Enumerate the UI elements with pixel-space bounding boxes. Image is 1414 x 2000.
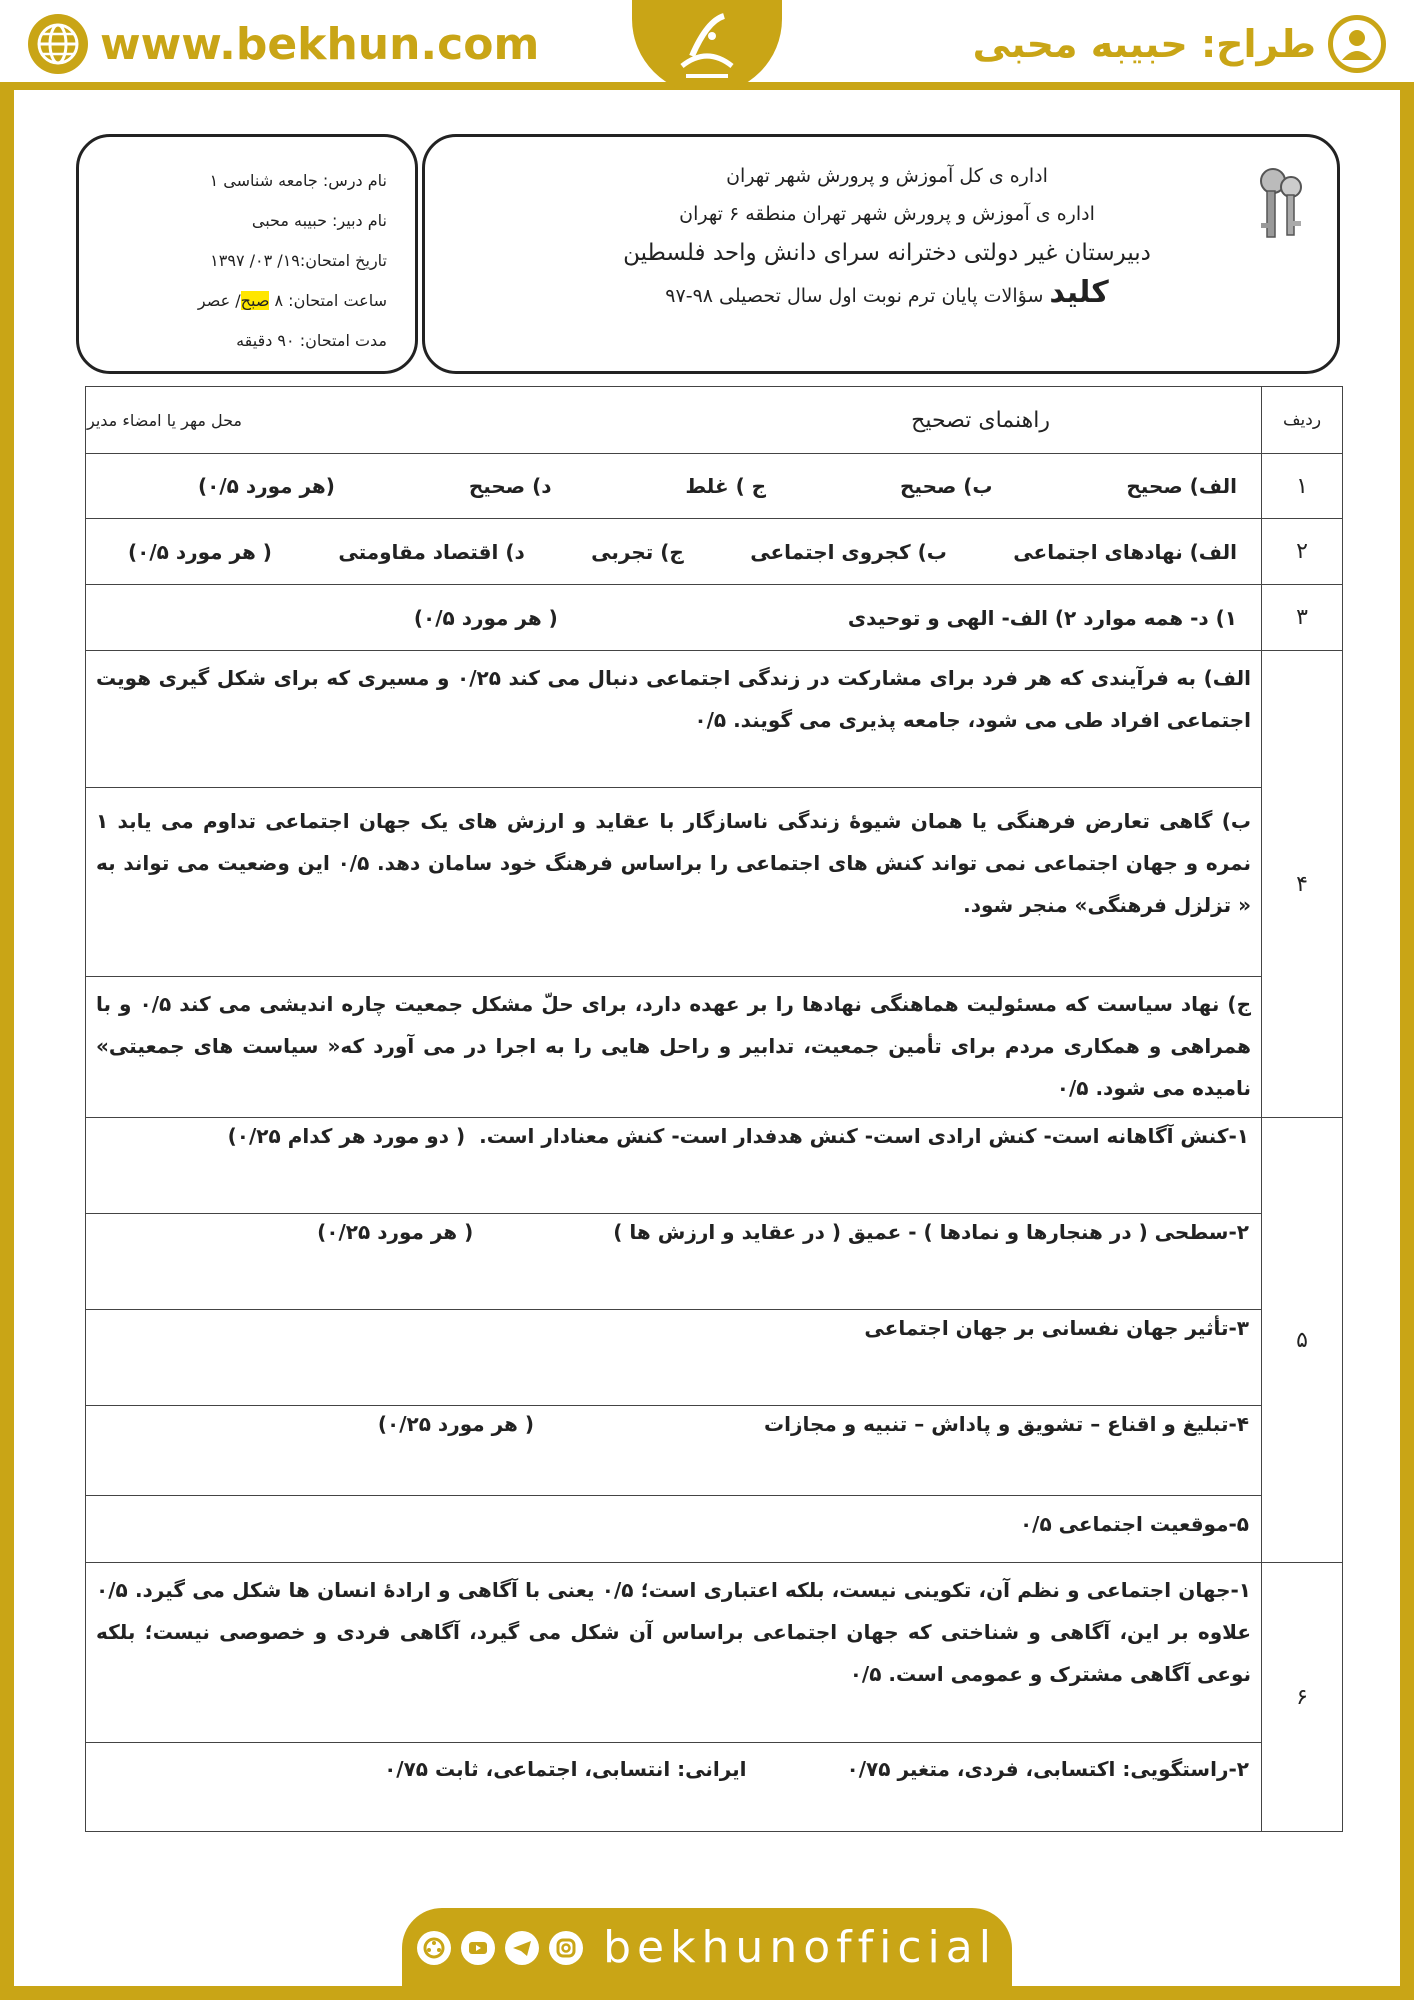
exam-duration: مدت امتحان: ۹۰ دقیقه: [236, 331, 387, 350]
q1-score: (هر مورد ۰/۵): [198, 474, 335, 498]
q6-item-1: ۱-جهان اجتماعی و نظم آن، تکوینی نیست، بلکه اعتباری است؛ ۰/۵ یعنی با آگاهی و ارادهٔ انسان ها شکل می گیرد. ۰/۵ علاوه بر این، آگاهی و شناختی که جهان اجتماعی براساس آن شکل می گیرد، آگاهی فردی و خصوصی نیست؛ بلکه نوعی آگاهی مشترک و عمومی است. ۰/۵: [86, 1563, 1261, 1743]
q4-answer-b: ب) گاهی تعارض فرهنگی یا همان شیوهٔ زندگی ناسازگار با عقاید و ارزش های یک جهان اجتماعی تداوم می یابد ۱ نمره و جهان اجتماعی نمی تواند کنش های اجتماعی را براساس فرهنگ خود سامان دهد. ۰/۵ این وضعیت می تواند به « تزلزل فرهنگی» منجر شود.: [86, 788, 1261, 977]
q5-item-4: ۴-تبلیغ و اقناع – تشویق و پاداش – تنبیه و مجازات: [764, 1412, 1249, 1436]
q6-item-2b: ایرانی: انتسابی، اجتماعی، ثابت ۰/۷۵: [384, 1757, 747, 1781]
answer-key-label: کلید: [1049, 275, 1109, 310]
q2-score: ( هر مورد ۰/۵): [128, 539, 272, 564]
q2-answer-d: د) اقتصاد مقاومتی: [338, 539, 525, 564]
row-number: ۳: [1262, 585, 1343, 651]
globe-icon: [28, 14, 88, 74]
table-row: [86, 1118, 1343, 1563]
q4-answer-c: ج) نهاد سیاست که مسئولیت هماهنگی نهادها را بر عهده دارد، برای حلّ مشکل جمعیت چاره اندیشی می کند ۰/۵ و با همراهی و همکاری مردم برای تأمین جمعیت، تدابیر و راحل هایی را به اجرا در می آورد که« سیاست های جمعیتی» نامیده می شود. ۰/۵: [96, 992, 1251, 1100]
q5-item-3: ۳-تأثیر جهان نفسانی بر جهان اجتماعی: [864, 1316, 1249, 1340]
teacher-name: نام دبیر: حبیبه محبی: [251, 211, 387, 230]
q1-answer-b: ب) صحیح: [899, 474, 993, 498]
designer-label: [973, 14, 1386, 74]
q1-answer-a: الف) صحیح: [1126, 474, 1237, 498]
designer-name: طراح: حبیبه محبی: [972, 22, 1316, 66]
row-number: ۶: [1262, 1563, 1343, 1832]
telegram-icon[interactable]: [505, 1931, 539, 1965]
q3-answer: ۱) د- همه موارد ۲) الف- الهی و توحیدی: [847, 605, 1237, 630]
keys-icon: [1253, 165, 1309, 249]
bekhun-logo-icon: [632, 0, 782, 94]
exam-title: [547, 273, 1227, 316]
q5-item-2-score: ( هر مورد ۰/۲۵): [317, 1220, 474, 1244]
q6-item-2a: ۲-راستگویی: اکتسابی، فردی، متغیر ۰/۷۵: [846, 1757, 1249, 1781]
website-url[interactable]: www.bekhun.com: [100, 18, 540, 70]
instagram-icon[interactable]: [549, 1931, 583, 1965]
time-highlight: صبح: [240, 291, 270, 310]
school-line-1: اداره ی کل آموزش و پرورش شهر تهران: [726, 165, 1048, 187]
film-icon[interactable]: [417, 1931, 451, 1965]
q2-answer-a: الف) نهادهای اجتماعی: [1013, 539, 1237, 564]
table-row: [86, 1563, 1343, 1832]
row-number: ۲: [1262, 519, 1343, 585]
q5-item-1: ۱-کنش آگاهانه است- کنش ارادی است- کنش هدفدار است- کنش معنادار است.: [479, 1124, 1249, 1148]
row-number: ۱: [1262, 454, 1343, 519]
col-stamp-header: محل مهر یا امضاء مدیر: [87, 410, 242, 430]
exam-details-box: [76, 134, 418, 374]
footer-handle[interactable]: bekhunofficial: [603, 1922, 997, 1973]
user-icon: [1328, 15, 1386, 73]
table-row: [86, 519, 1343, 585]
top-header: [0, 0, 1414, 90]
q5-item-4-score: ( هر مورد ۰/۲۵): [377, 1412, 535, 1436]
q2-answer-b: ب) کجروی اجتماعی: [750, 539, 947, 564]
exam-term: سؤالات پایان ترم نوبت اول سال تحصیلی ۹۸-۹۷: [665, 285, 1044, 307]
table-header-row: [86, 387, 1343, 454]
col-guide-header: راهنمای تصحیح: [911, 407, 1050, 433]
exam-time: ساعت امتحان: ۸ صبح/ عصر: [197, 291, 387, 310]
table-row: [86, 651, 1343, 1118]
school-name: دبیرستان غیر دولتی دخترانه سرای دانش واحد فلسطین: [623, 240, 1151, 266]
row-number: ۵: [1262, 1118, 1343, 1563]
website-link[interactable]: [28, 14, 539, 74]
q5-item-1-score: ( دو مورد هر کدام ۰/۲۵): [227, 1124, 466, 1148]
row-number: ۴: [1262, 651, 1343, 1118]
q1-answer-c: ج ) غلط: [685, 474, 767, 498]
q3-score: ( هر مورد ۰/۵): [413, 605, 558, 630]
table-row: [86, 585, 1343, 651]
answer-key-table: [85, 386, 1343, 1832]
table-row: [86, 454, 1343, 519]
q4-answer-a: الف) به فرآیندی که هر فرد برای مشارکت در زندگی اجتماعی دنبال می کند ۰/۲۵ و مسیری که برای شکل گیری هویت اجتماعی افراد طی می شود، جامعه پذیری می گویند. ۰/۵: [86, 651, 1261, 788]
col-row-header: ردیف: [1262, 387, 1343, 454]
youtube-icon[interactable]: [461, 1931, 495, 1965]
q1-answer-d: د) صحیح: [468, 474, 552, 498]
q5-item-5: ۵-موقعیت اجتماعی ۰/۵: [1019, 1512, 1249, 1536]
school-info-box: [422, 134, 1340, 374]
q5-item-2: ۲-سطحی ( در هنجارها و نمادها ) - عمیق ( در عقاید و ارزش ها ): [613, 1220, 1249, 1244]
subject-name: نام درس: جامعه شناسی ۱: [209, 171, 387, 190]
footer-banner: [402, 1908, 1012, 1988]
q2-answer-c: ج) تجربی: [591, 539, 684, 564]
exam-date: تاریخ امتحان:۱۹/ ۰۳/ ۱۳۹۷: [210, 251, 387, 270]
school-line-2: اداره ی آموزش و پرورش شهر تهران منطقه ۶ تهران: [679, 203, 1095, 225]
